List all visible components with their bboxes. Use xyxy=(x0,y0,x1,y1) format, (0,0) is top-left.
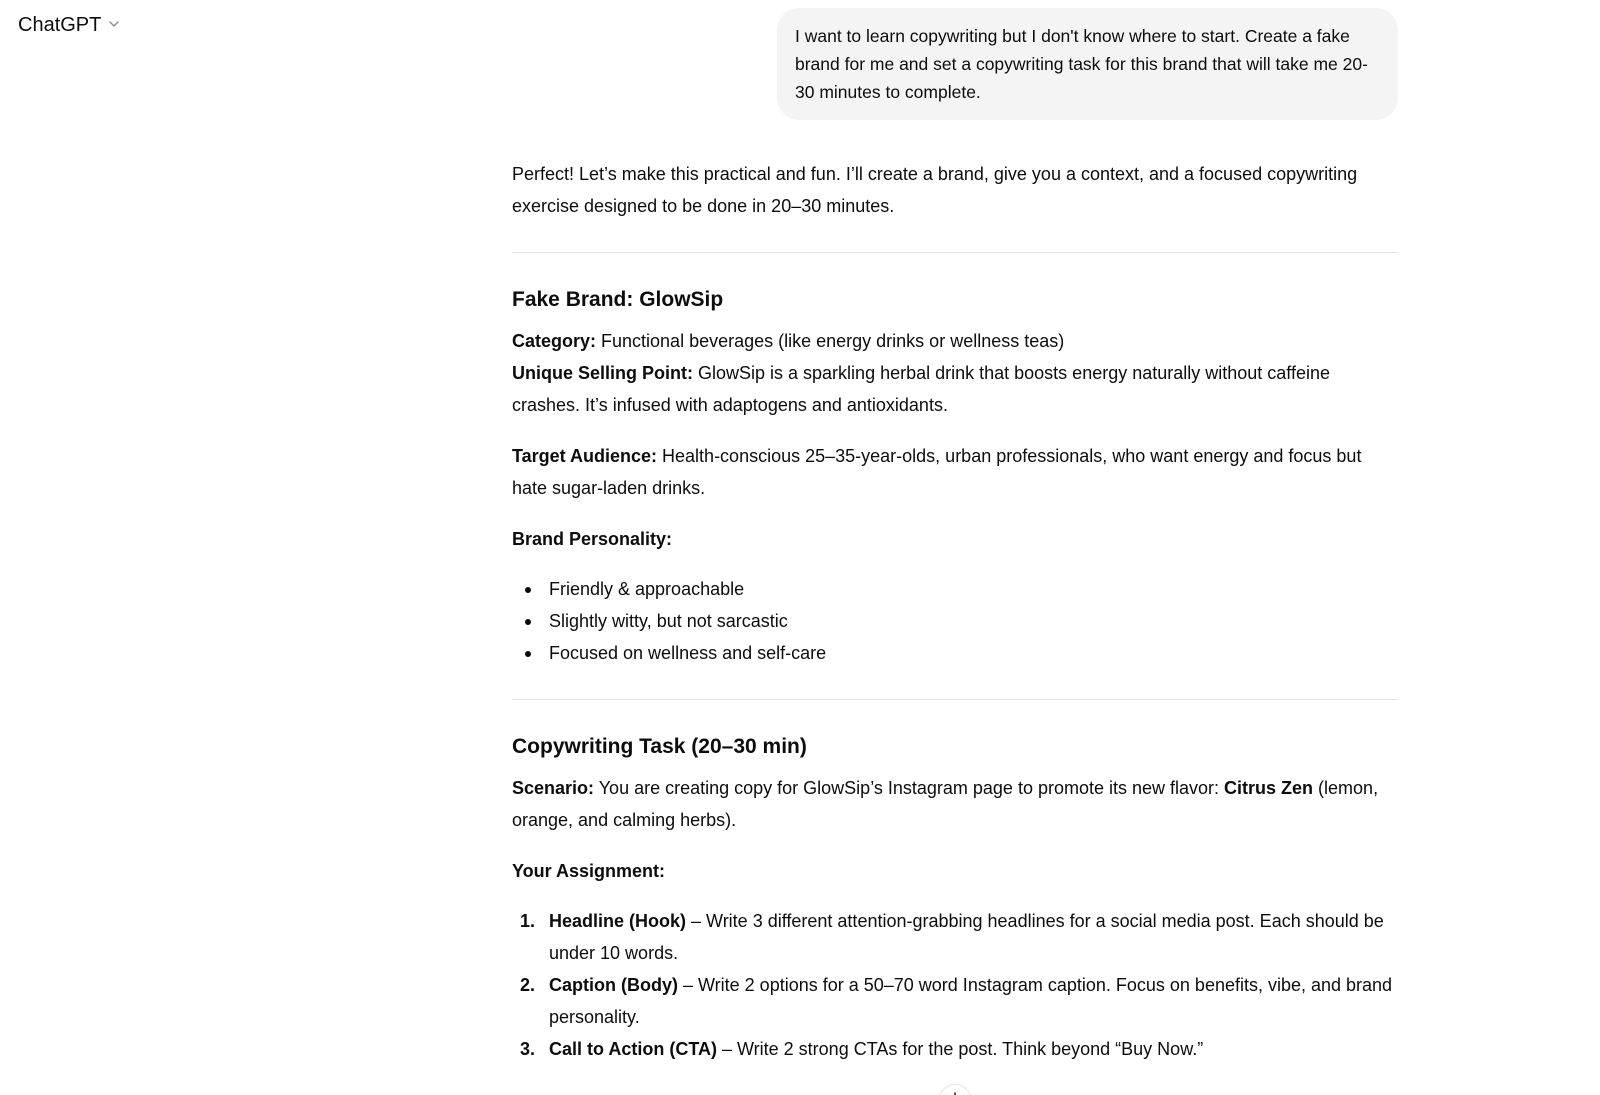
audience-text: Health-conscious 25–35-year-olds, urban professionals, who want energy and focus but hate sugar-laden drinks. xyxy=(512,446,1362,498)
brand-audience xyxy=(512,440,1398,504)
user-message-bubble: I want to learn copywriting but I don't know where to start. Create a fake brand for me and set a copywriting task for this brand that will take me 20-30 minutes to complete. xyxy=(777,8,1398,120)
assistant-message xyxy=(512,158,1398,1065)
audience-label: Target Audience: xyxy=(512,446,658,466)
list-item: Focused on wellness and self-care xyxy=(512,637,1398,669)
step-label: Caption (Body) xyxy=(549,975,678,995)
step-number: 3. xyxy=(520,1039,536,1059)
scenario-text-after: (lemon, orange, and calming herbs). xyxy=(512,778,1379,830)
step-label: Call to Action (CTA) xyxy=(549,1039,717,1059)
step-number: 1. xyxy=(520,911,536,931)
list-item: Slightly witty, but not sarcastic xyxy=(512,605,1398,637)
scenario-text: You are creating copy for GlowSip’s Instagram page to promote its new flavor: xyxy=(594,778,1225,798)
brand-usp xyxy=(512,357,1398,421)
category-text: Functional beverages (like energy drinks or wellness teas) xyxy=(596,331,1065,351)
assignment-label: Your Assignment: xyxy=(512,861,666,881)
list-item xyxy=(512,969,1398,1033)
list-item xyxy=(512,1033,1398,1065)
task-scenario xyxy=(512,772,1398,836)
task-heading: Copywriting Task (20–30 min) xyxy=(512,735,807,758)
assignment-heading xyxy=(512,855,1398,887)
brand-personality-heading xyxy=(512,523,1398,555)
step-number: 2. xyxy=(520,975,536,995)
section-divider xyxy=(512,699,1398,700)
brand-category xyxy=(512,325,1398,357)
list-item: Friendly & approachable xyxy=(512,573,1398,605)
step-text: – Write 3 different attention-grabbing headlines for a social media post. Each should be under 10 words. xyxy=(549,911,1384,963)
scenario-label: Scenario: xyxy=(512,778,595,798)
flavor-name: Citrus Zen xyxy=(1224,778,1314,798)
model-name: ChatGPT xyxy=(18,14,102,36)
step-text: – Write 2 strong CTAs for the post. Think beyond “Buy Now.” xyxy=(716,1039,1204,1059)
scroll-to-bottom-button[interactable] xyxy=(938,1084,972,1095)
personality-label: Brand Personality: xyxy=(512,529,673,549)
personality-list xyxy=(512,573,1398,669)
assignment-steps xyxy=(512,905,1398,1065)
category-label: Category: xyxy=(512,331,597,351)
conversation-thread xyxy=(512,0,1398,1065)
assistant-intro: Perfect! Let’s make this practical and fun. I’ll create a brand, give you a context, and a focused copywriting exercise designed to be done in 20–30 minutes. xyxy=(512,164,1358,216)
usp-text: GlowSip is a sparkling herbal drink that boosts energy naturally without caffeine crashes. It’s infused with adaptogens and antioxidants. xyxy=(512,363,1331,415)
model-selector[interactable] xyxy=(18,14,121,37)
section-divider xyxy=(512,252,1398,253)
user-message-row xyxy=(512,0,1398,120)
step-text: – Write 2 options for a 50–70 word Instagram caption. Focus on benefits, vibe, and brand personality. xyxy=(549,975,1393,1027)
brand-heading: Fake Brand: GlowSip xyxy=(512,288,724,311)
list-item xyxy=(512,905,1398,969)
step-label: Headline (Hook) xyxy=(549,911,687,931)
arrow-down-icon xyxy=(949,1091,961,1095)
chevron-down-icon xyxy=(107,14,121,37)
usp-label: Unique Selling Point: xyxy=(512,363,693,383)
